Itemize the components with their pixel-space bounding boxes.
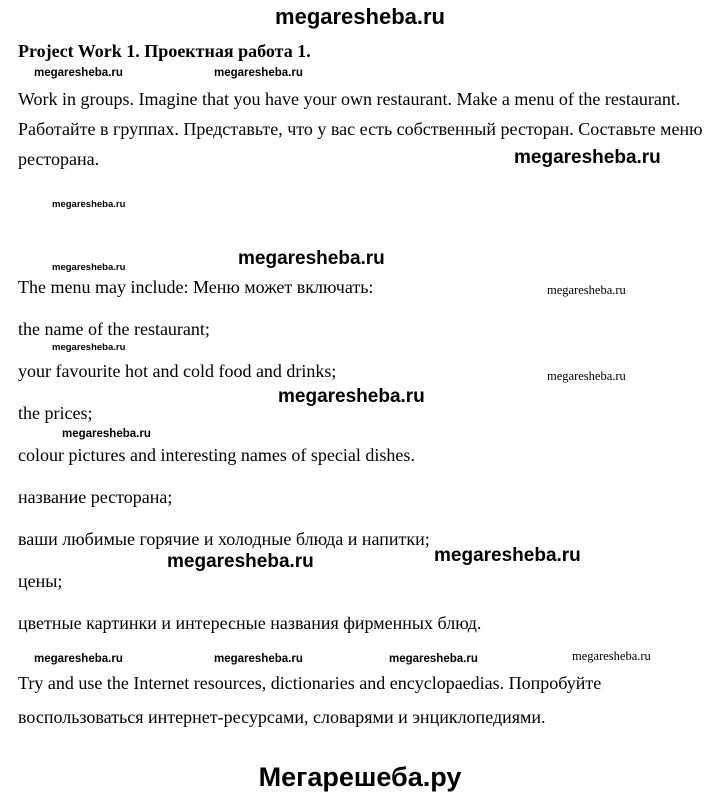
watermark: megaresheba.ru	[62, 428, 151, 440]
watermark: megaresheba.ru	[547, 369, 626, 383]
watermark-top: megaresheba.ru	[275, 4, 445, 29]
menu-item-en-2: your favourite hot and cold food and drinks;	[18, 361, 337, 381]
footer-watermark: Мегарешеба.ру	[258, 762, 462, 792]
menu-item-ru-3: цены;	[18, 571, 63, 591]
watermark: megaresheba.ru	[214, 67, 303, 79]
watermark: megaresheba.ru	[572, 649, 651, 663]
watermark: megaresheba.ru	[52, 262, 126, 273]
watermark: megaresheba.ru	[547, 283, 626, 297]
watermark: megaresheba.ru	[434, 545, 581, 566]
document-heading: Project Work 1. Проектная работа 1.	[18, 41, 311, 61]
closing-paragraph: Try and use the Internet resources, dictionaries and encyclopaedias. Попробуйте воспользоваться интернет-ресурсами, словарями и энциклопедиями.	[18, 673, 602, 727]
watermark: megaresheba.ru	[52, 199, 126, 210]
watermark: megaresheba.ru	[214, 653, 303, 665]
menu-item-ru-2: ваши любимые горячие и холодные блюда и напитки;	[18, 529, 430, 549]
watermark: megaresheba.ru	[278, 386, 425, 407]
menu-item-ru-4: цветные картинки и интересные названия фирменных блюд.	[18, 613, 482, 633]
watermark: megaresheba.ru	[34, 653, 123, 665]
menu-item-en-1: the name of the restaurant;	[18, 319, 210, 339]
watermark: megaresheba.ru	[238, 248, 385, 269]
watermark: megaresheba.ru	[389, 653, 478, 665]
watermark: megaresheba.ru	[34, 67, 123, 79]
watermark: megaresheba.ru	[167, 551, 314, 572]
task-paragraph: Work in groups. Imagine that you have your own restaurant. Make a menu of the restaurant. Работайте в группах. Представьте, что у вас есть собственный ресторан. Составьте меню ресторана.	[18, 89, 703, 169]
menu-item-ru-1: название ресторана;	[18, 487, 173, 507]
watermark: megaresheba.ru	[514, 147, 661, 168]
watermark: megaresheba.ru	[52, 342, 126, 353]
menu-item-en-3: the prices;	[18, 403, 93, 423]
menu-item-en-4: colour pictures and interesting names of special dishes.	[18, 445, 415, 465]
menu-intro: The menu may include: Меню может включать:	[18, 277, 374, 297]
